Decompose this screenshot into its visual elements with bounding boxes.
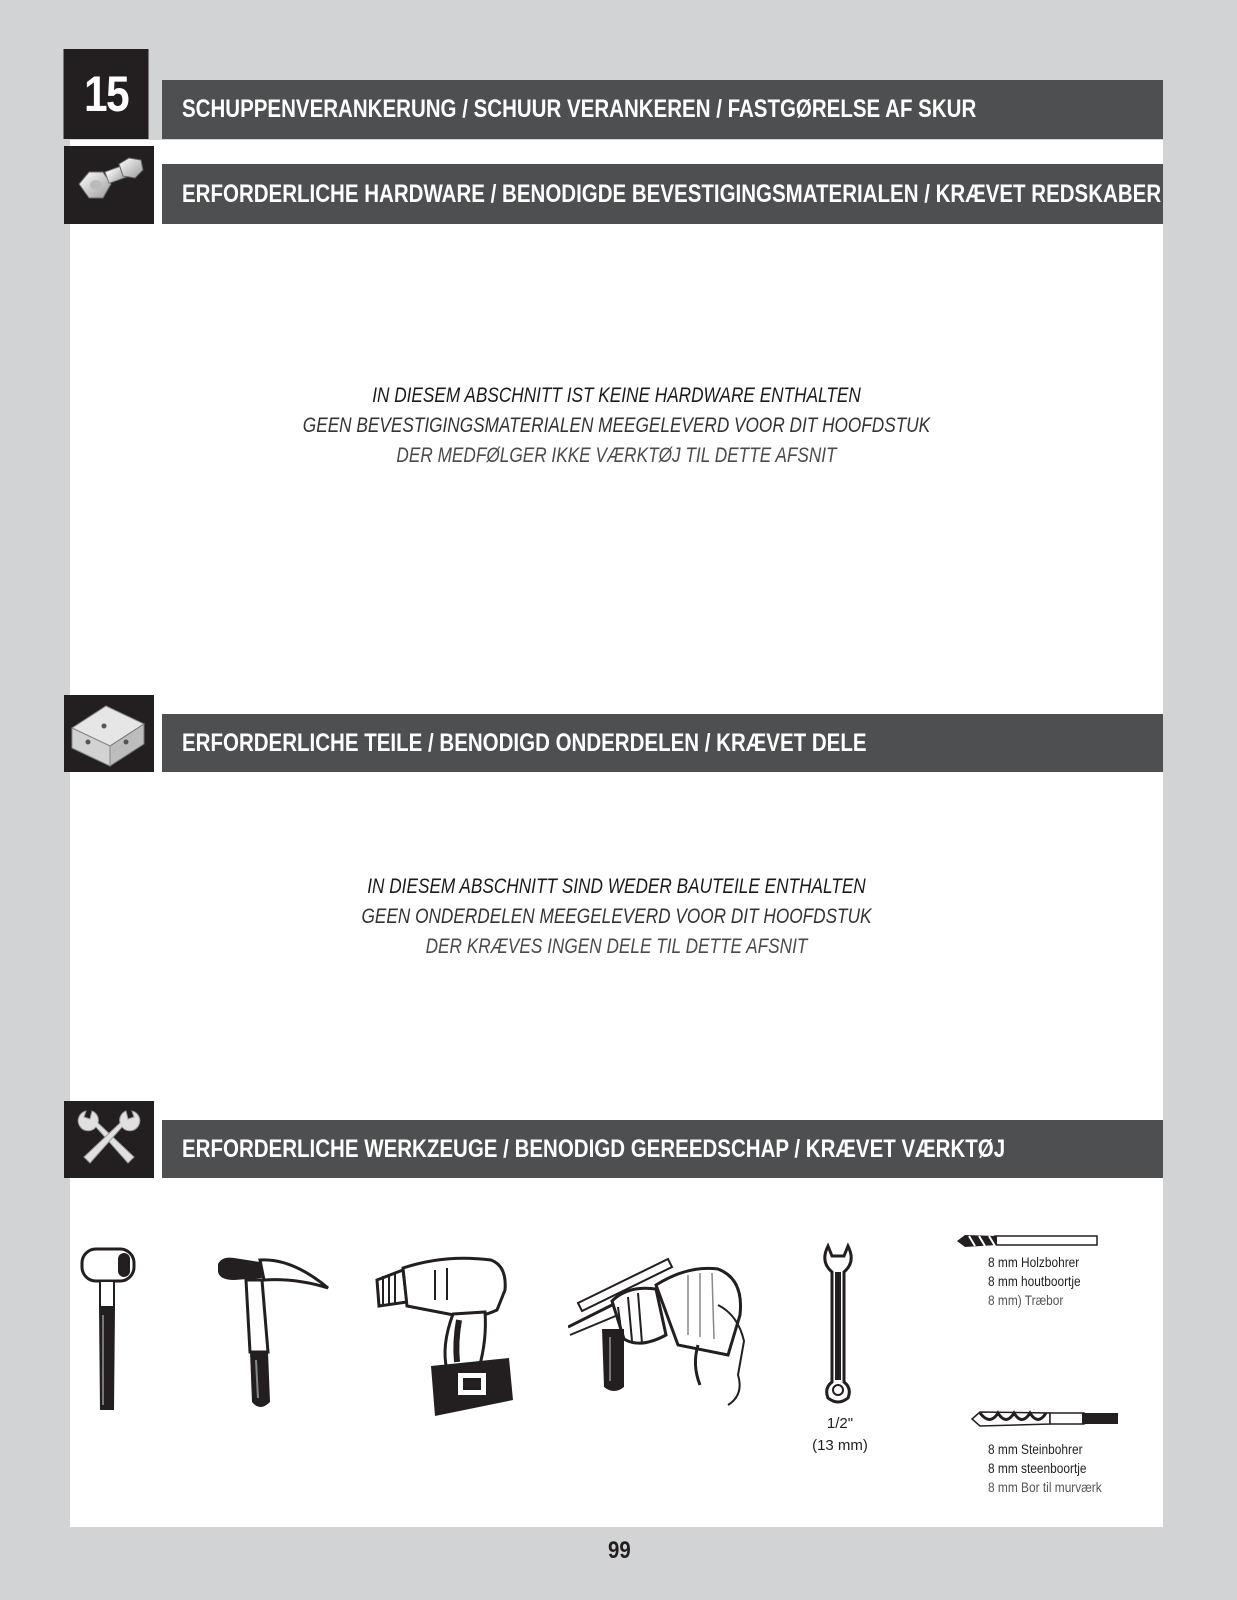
wood-bit-de: 8 mm Holzbohrer — [988, 1254, 1080, 1270]
wood-bit-nl: 8 mm houtboortje — [988, 1273, 1081, 1289]
hardware-icon-box — [64, 146, 154, 224]
crossed-wrenches-icon — [74, 1105, 144, 1175]
hex-bolt-icon — [69, 150, 149, 220]
tools-icon-box — [64, 1101, 154, 1178]
hardware-message-da: DER MEDFØLGER IKKE VÆRKTØJ TIL DETTE AFSNIT — [396, 444, 837, 467]
hardware-header-bar — [162, 164, 1163, 224]
masonry-bit-de: 8 mm Steinbohrer — [988, 1441, 1083, 1457]
wrench-size-metric: (13 mm) — [812, 1437, 868, 1454]
wood-bit-label — [988, 1253, 1097, 1310]
parts-message-nl: GEEN ONDERDELEN MEEGELEVERD VOOR DIT HOOFDSTUK — [361, 905, 872, 928]
page-number-text: 99 — [607, 1537, 631, 1564]
masonry-drill-bit-icon — [970, 1410, 1120, 1428]
section-title-bar — [162, 80, 1163, 139]
wrench-size-imperial: 1/2" — [826, 1415, 854, 1432]
parts-icon-box — [64, 695, 154, 772]
masonry-bit-da: 8 mm Bor til murværk — [988, 1479, 1102, 1495]
wood-bit-da: 8 mm) Træbor — [988, 1292, 1064, 1308]
parts-message-de: IN DIESEM ABSCHNITT SIND WEDER BAUTEILE ENTHALTEN — [367, 875, 866, 898]
tools-header-bar — [162, 1120, 1163, 1178]
parts-message-da: DER KRÆVES INGEN DELE TIL DETTE AFSNIT — [425, 935, 808, 958]
masonry-bit-nl: 8 mm steenboortje — [988, 1460, 1087, 1476]
section-title: SCHUPPENVERANKERUNG / SCHUUR VERANKEREN / FASTGØRELSE AF SKUR — [182, 95, 977, 123]
claw-hammer-icon — [212, 1252, 332, 1412]
masonry-bit-label — [988, 1440, 1122, 1497]
tools-header: ERFORDERLICHE WERKZEUGE / BENODIGD GEREEDSCHAP / KRÆVET VÆRKTØJ — [182, 1134, 1006, 1163]
hardware-message-nl: GEEN BEVESTIGINGSMATERIALEN MEEGELEVERD VOOR DIT HOOFDSTUK — [302, 414, 931, 437]
hardware-message-de: IN DIESEM ABSCHNITT IST KEINE HARDWARE ENTHALTEN — [372, 384, 861, 407]
combination-wrench-icon — [822, 1242, 854, 1406]
hardware-header: ERFORDERLICHE HARDWARE / BENODIGDE BEVESTIGINGSMATERIALEN / KRÆVET REDSKABER — [182, 179, 1162, 208]
parts-message — [70, 872, 1163, 962]
cordless-drill-icon — [375, 1250, 520, 1420]
wood-drill-bit-icon — [955, 1233, 1100, 1249]
wrench-size-label — [800, 1413, 880, 1457]
page-number — [580, 1537, 658, 1565]
hammer-drill-icon — [568, 1245, 748, 1415]
parts-header: ERFORDERLICHE TEILE / BENODIGD ONDERDELEN / KRÆVET DELE — [182, 728, 867, 757]
hardware-message — [70, 381, 1163, 471]
rubber-mallet-icon — [78, 1245, 138, 1415]
parts-header-bar — [162, 714, 1163, 772]
bracket-icon — [66, 698, 152, 770]
step-number: 15 — [64, 49, 149, 139]
